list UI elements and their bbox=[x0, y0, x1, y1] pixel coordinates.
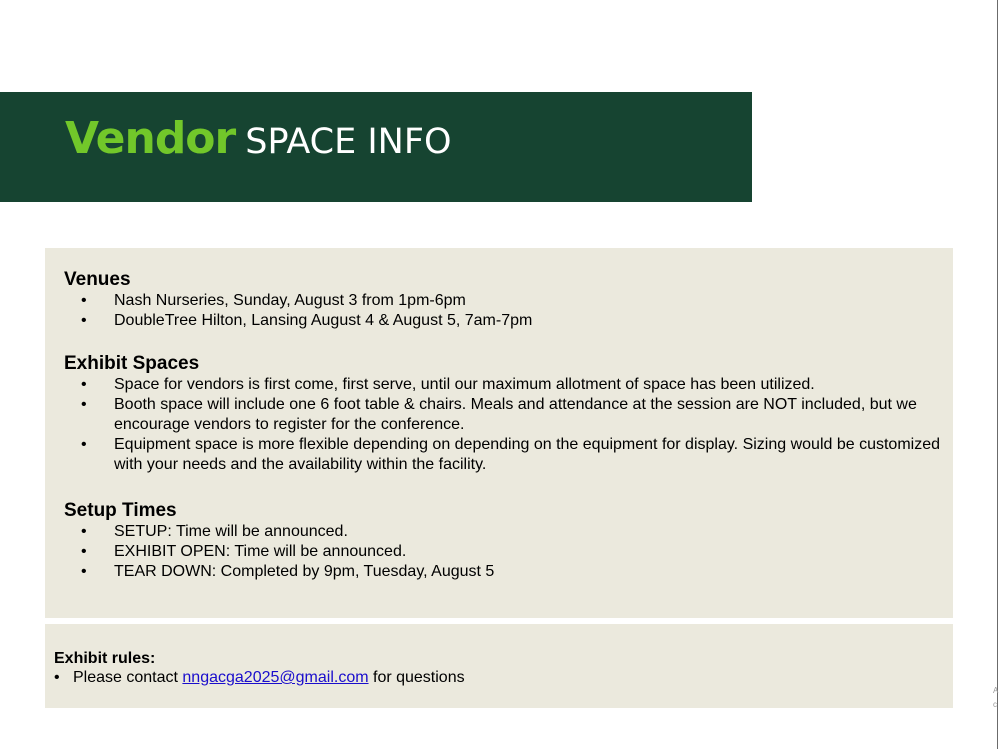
title-banner bbox=[0, 92, 752, 202]
exhibit-rules bbox=[54, 649, 465, 687]
setup-times-section bbox=[64, 500, 944, 582]
list-item bbox=[64, 375, 944, 395]
list-item bbox=[64, 562, 944, 582]
list-item-text: Space for vendors is first come, first serve, until our maximum allotment of space has been utilized. bbox=[114, 376, 815, 393]
bullet: • bbox=[81, 292, 87, 309]
list-item-text: DoubleTree Hilton, Lansing August 4 & August 5, 7am-7pm bbox=[114, 312, 533, 329]
bullet: • bbox=[81, 523, 87, 540]
list-item bbox=[64, 291, 944, 311]
setup-times-list bbox=[64, 522, 944, 582]
list-item bbox=[64, 522, 944, 542]
exhibit-rules-heading: Exhibit rules: bbox=[54, 650, 156, 667]
exhibit-rules-contact bbox=[54, 668, 465, 687]
list-item-text: Booth space will include one 6 foot table & chairs. Meals and attendance at the session are NOT included, but we encourage vendors to register for the conference. bbox=[114, 396, 917, 433]
list-item-text: TEAR DOWN: Completed by 9pm, Tuesday, August 5 bbox=[114, 563, 495, 580]
info-panel bbox=[45, 248, 953, 618]
bullet: • bbox=[81, 436, 87, 453]
venues-heading: Venues bbox=[64, 269, 131, 290]
edge-mark: c bbox=[993, 700, 997, 709]
page-edge-divider bbox=[997, 0, 998, 749]
bullet: • bbox=[81, 563, 87, 580]
contact-email-link[interactable]: nngacga2025@gmail.com bbox=[182, 669, 369, 686]
list-item bbox=[64, 395, 944, 435]
venues-section bbox=[64, 269, 944, 331]
setup-times-heading: Setup Times bbox=[64, 500, 177, 521]
title-rest: SPACE INFO bbox=[245, 122, 452, 162]
exhibit-spaces-section bbox=[64, 353, 944, 475]
page-title bbox=[65, 113, 452, 164]
contact-text-before: Please contact bbox=[73, 669, 183, 686]
contact-text-after: for questions bbox=[368, 669, 465, 686]
list-item-text: SETUP: Time will be announced. bbox=[114, 523, 348, 540]
exhibit-spaces-list bbox=[64, 375, 944, 475]
exhibit-spaces-heading: Exhibit Spaces bbox=[64, 353, 200, 374]
list-item bbox=[64, 435, 944, 475]
list-item bbox=[64, 311, 944, 331]
edge-mark: A bbox=[993, 686, 999, 695]
bullet: • bbox=[54, 669, 60, 686]
bullet: • bbox=[81, 312, 87, 329]
bullet: • bbox=[81, 396, 87, 413]
bullet: • bbox=[81, 376, 87, 393]
list-item-text: Equipment space is more flexible depending on depending on the equipment for display. Sizing would be customized with your needs and the availability within the facility. bbox=[114, 436, 940, 473]
bullet: • bbox=[81, 543, 87, 560]
list-item-text: EXHIBIT OPEN: Time will be announced. bbox=[114, 543, 407, 560]
title-accent: Vendor bbox=[65, 113, 236, 164]
list-item bbox=[64, 542, 944, 562]
exhibit-rules-panel bbox=[45, 624, 953, 708]
venues-list bbox=[64, 291, 944, 331]
list-item-text: Nash Nurseries, Sunday, August 3 from 1pm-6pm bbox=[114, 292, 466, 309]
